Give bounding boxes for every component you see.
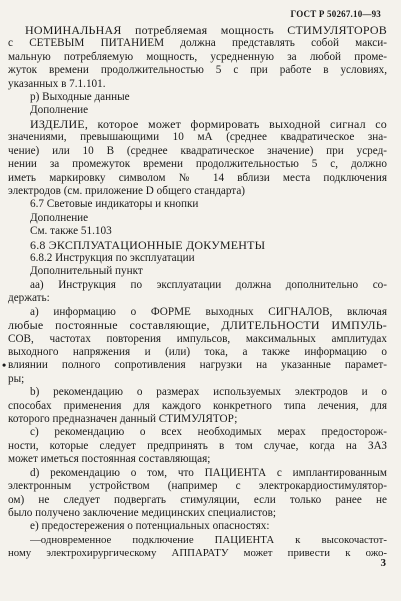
text-line: было получено заключение медицинских специалистов; (8, 507, 276, 519)
text-line: с) рекомендацию о всех необходимых мерах предосторож- (30, 426, 387, 438)
text-line: Дополнение (30, 212, 89, 224)
text-line: ры; (8, 373, 25, 385)
text-line: b) рекомендацию о размерах используемых электродов и о (30, 386, 387, 398)
section-heading: 6.7 Световые индикаторы и кнопки (30, 198, 199, 210)
page-header: ГОСТ Р 50267.10—93 (290, 9, 381, 19)
text-line: ИЗДЕЛИЕ, которое может формировать выходной сигнал со (30, 118, 387, 131)
text-line: электронным устройством (например с электрокардиостимулятор- (8, 480, 387, 492)
text-line: влиянии полного сопротивления нагрузки на указанные парамет- (8, 359, 387, 371)
text-line: может иметься постоянная составляющая; (8, 453, 211, 465)
text-line: способах применения для каждого конкретного типа лечения, для (8, 400, 387, 412)
text-line: жуток времени продолжительностью 5 с при работе в условиях, (8, 64, 387, 76)
text-line: нении за промежуток времени продолжительностью 5 с, должно (8, 158, 387, 170)
margin-mark: • (2, 358, 7, 372)
text-line: указанных в 7.1.101. (8, 78, 106, 90)
section-heading: р) Выходные данные (30, 91, 130, 103)
text-line: значениями, превышающими 10 мА (среднее квадратическое зна- (8, 131, 387, 143)
text-line: ности, которые следует предпринять в том случае, когда на ЗАЗ (8, 440, 387, 452)
text-line: См. также 51.103 (30, 225, 112, 237)
text-line: иметь маркировку символом № 14 вблизи места подключения (8, 172, 387, 184)
text-line: СОВ, частотах повторения импульсов, максимальных амплитудах (8, 333, 387, 345)
text-line: держать: (8, 292, 50, 304)
text-line: е) предостережения о потенциальных опасностях: (30, 520, 270, 532)
text-line: ом) не следует подвергать стимуляции, если только ранее не (8, 494, 387, 506)
text-line: чение) или 10 В (среднее квадратическое значение) при усред- (8, 145, 387, 157)
text-line: d) рекомендацию о том, что ПАЦИЕНТА с имплантированным (30, 467, 387, 479)
page-number: 3 (380, 557, 386, 569)
text-line: электродов (см. приложение D общего стандарта) (8, 185, 246, 197)
text-line: —одновременное подключение ПАЦИЕНТА к высокочастот- (30, 534, 387, 546)
text-line: которого предназначен данный СТИМУЛЯТОР; (8, 413, 238, 425)
text-line: любые постоянные составляющие, ДЛИТЕЛЬНОСТИ ИМПУЛЬ- (8, 319, 387, 332)
text-line: НОМИНАЛЬНАЯ потребляемая мощность СТИМУЛЯТОРОВ (25, 24, 387, 37)
text-line: с СЕТЕВЫМ ПИТАНИЕМ должна представлять собой макси- (8, 37, 387, 49)
text-line: выходного напряжения и (или) тока, а также информацию о (8, 346, 387, 358)
text-line: мальную потребляемую мощность, усредненную за любой проме- (8, 51, 387, 63)
text-line: а) информацию о ФОРМЕ выходных СИГНАЛОВ, включая (30, 306, 387, 318)
section-heading: 6.8 ЭКСПЛУАТАЦИОННЫЕ ДОКУМЕНТЫ (30, 239, 266, 252)
text-line: аа) Инструкция по эксплуатации должна дополнительно со- (30, 279, 387, 291)
text-line: Дополнение (30, 104, 89, 116)
text-line: Дополнительный пункт (30, 265, 143, 277)
text-line: ному электрохирургическому АППАРАТУ может привести к ожо- (8, 547, 387, 559)
section-heading: 6.8.2 Инструкция по эксплуатации (30, 252, 195, 264)
